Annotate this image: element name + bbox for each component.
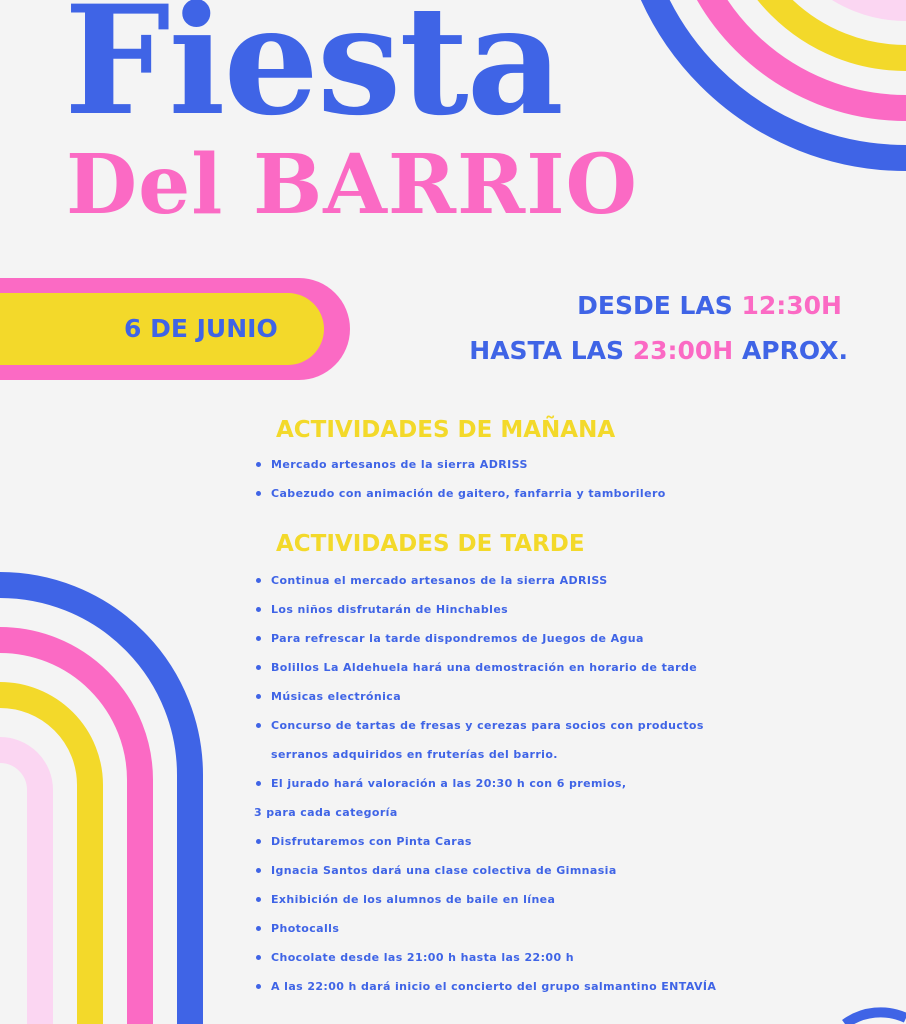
list-item: El jurado hará valoración a las 20:30 h con 6 premios, [254,769,716,798]
bullet-icon [256,491,261,496]
start-time-prefix: DESDE LAS [577,291,742,320]
morning-activities-list [254,450,666,508]
poster-subtitle: Del BARRIO [66,137,638,233]
list-item: Músicas electrónica [254,682,716,711]
list-item: Chocolate desde las 21:00 h hasta las 22:00 h [254,943,716,972]
list-item-continuation: serranos adquiridos en fruterías del barrio. [271,748,558,761]
list-item: Cabezudo con animación de gaitero, fanfarria y tamborilero [254,479,666,508]
list-item: Exhibición de los alumnos de baile en línea [254,885,716,914]
list-item-continuation: 3 para cada categoría [254,806,398,819]
list-item: Para refrescar la tarde dispondremos de Juegos de Agua [254,624,716,653]
end-time-prefix: HASTA LAS [469,336,633,365]
list-item: Bolillos La Aldehuela hará una demostración en horario de tarde [254,653,716,682]
list-item: Mercado artesanos de la sierra ADRISS [254,450,666,479]
bullet-icon [256,607,261,612]
bullet-icon [256,926,261,931]
list-item: A las 22:00 h dará inicio el concierto del grupo salmantino ENTAVÍA [254,972,716,1001]
end-time-suffix: APROX. [733,336,848,365]
bullet-icon [256,955,261,960]
bullet-icon [256,665,261,670]
start-time-line [577,289,842,323]
start-time: 12:30H [741,291,842,320]
end-time: 23:00H [632,336,734,365]
morning-activities-title: ACTIVIDADES DE MAÑANA [276,417,616,443]
bullet-icon [256,868,261,873]
bullet-icon [256,723,261,728]
event-date: 6 DE JUNIO [124,314,278,343]
bullet-icon [256,984,261,989]
afternoon-activities-title: ACTIVIDADES DE TARDE [276,531,585,557]
list-item: Ignacia Santos dará una clase colectiva de Gimnasia [254,856,716,885]
end-time-line [469,334,848,368]
list-item: Los niños disfrutarán de Hinchables [254,595,716,624]
list-item: Photocalls [254,914,716,943]
poster-title: Fiesta [64,0,562,149]
list-item: Disfrutaremos con Pinta Caras [254,827,716,856]
bullet-icon [256,636,261,641]
list-item: Concurso de tartas de fresas y cerezas para socios con productos [254,711,716,740]
bullet-icon [256,839,261,844]
afternoon-activities-list [254,566,716,1001]
bullet-icon [256,694,261,699]
bullet-icon [256,781,261,786]
list-item: Continua el mercado artesanos de la sierra ADRISS [254,566,716,595]
bullet-icon [256,462,261,467]
bullet-icon [256,897,261,902]
bullet-icon [256,578,261,583]
